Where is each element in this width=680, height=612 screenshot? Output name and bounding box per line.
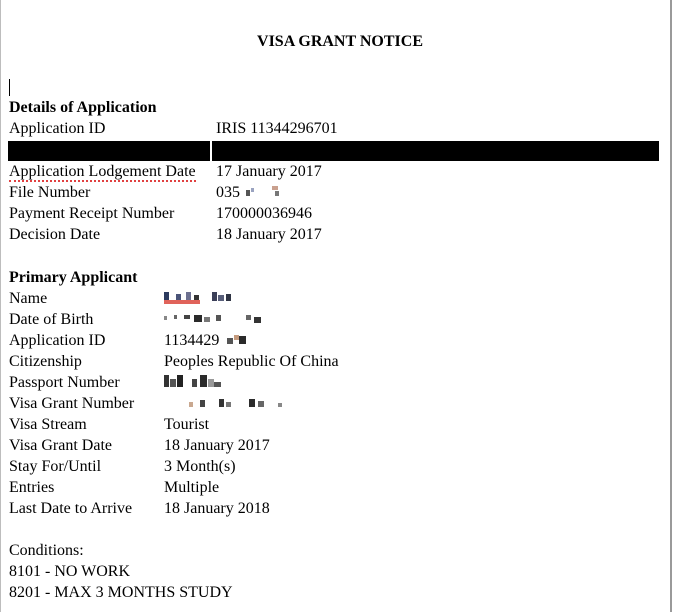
payment-receipt-value: 170000036946 xyxy=(216,205,312,222)
visa-stream-label: Visa Stream xyxy=(9,416,87,433)
visa-stream-value: Tourist xyxy=(164,416,210,433)
page-left-edge xyxy=(0,0,1,612)
name-pixelated xyxy=(164,290,254,306)
condition-item: 8101 - NO WORK xyxy=(9,563,131,580)
visa-grant-number-label: Visa Grant Number xyxy=(9,395,135,412)
file-number-label: File Number xyxy=(9,184,91,201)
last-date-label: Last Date to Arrive xyxy=(9,500,133,517)
lodgement-date-label-text: Application Lodgement Date xyxy=(9,163,196,180)
stay-label: Stay For/Until xyxy=(9,458,102,475)
visa-grant-date-value: 18 January 2017 xyxy=(164,437,270,454)
lodgement-date-label xyxy=(9,161,196,182)
file-number-pixelated xyxy=(244,184,294,200)
applicant-id-label: Application ID xyxy=(9,332,106,349)
applicant-id-pixelated xyxy=(227,332,267,348)
applicant-heading: Primary Applicant xyxy=(9,269,138,286)
dob-pixelated xyxy=(164,311,274,327)
redaction-bar xyxy=(8,141,659,161)
lodgement-date-value: 17 January 2017 xyxy=(216,163,322,180)
payment-receipt-label: Payment Receipt Number xyxy=(9,205,175,222)
redaction-bar-divider xyxy=(210,141,212,161)
condition-item: 8201 - MAX 3 MONTHS STUDY xyxy=(9,584,233,601)
applicant-id-value: 1134429 xyxy=(164,332,220,349)
dob-label: Date of Birth xyxy=(9,311,94,328)
file-number-value: 035 xyxy=(216,184,240,201)
passport-pixelated xyxy=(164,373,254,391)
citizenship-value: Peoples Republic Of China xyxy=(164,353,339,370)
entries-value: Multiple xyxy=(164,479,220,496)
decision-date-value: 18 January 2017 xyxy=(216,226,322,243)
passport-label: Passport Number xyxy=(9,374,120,391)
application-id-label: Application ID xyxy=(9,120,106,137)
citizenship-label: Citizenship xyxy=(9,353,82,370)
entries-label: Entries xyxy=(9,479,55,496)
decision-date-label: Decision Date xyxy=(9,226,101,243)
conditions-heading: Conditions: xyxy=(9,542,84,559)
stay-value: 3 Month(s) xyxy=(164,458,236,475)
document-title: VISA GRANT NOTICE xyxy=(257,33,423,50)
visa-grant-date-label: Visa Grant Date xyxy=(9,437,112,454)
name-label: Name xyxy=(9,290,48,307)
last-date-value: 18 January 2018 xyxy=(164,500,270,517)
application-id-value: IRIS 11344296701 xyxy=(216,120,338,137)
details-heading: Details of Application xyxy=(9,99,157,116)
page-right-edge xyxy=(670,0,672,612)
text-cursor xyxy=(9,79,10,96)
visa-grant-number-pixelated xyxy=(164,395,294,411)
